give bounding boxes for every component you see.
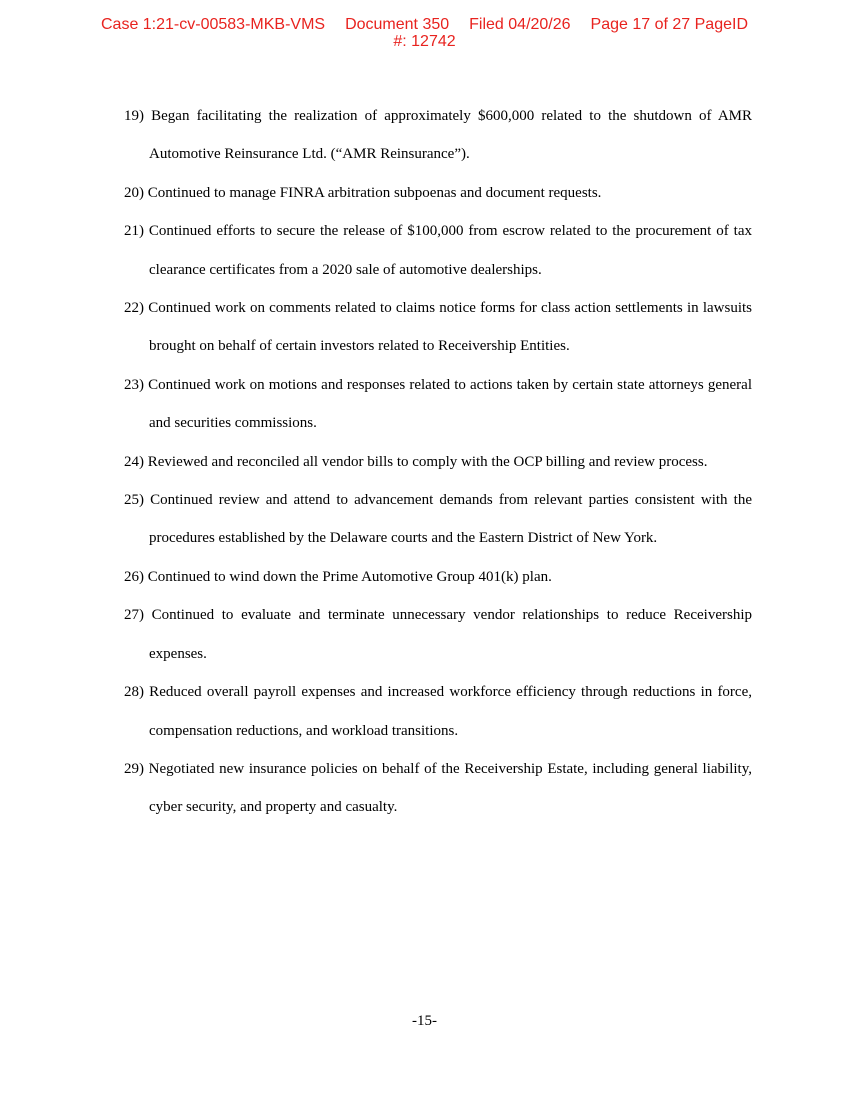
page-id: #: 12742 xyxy=(393,33,456,50)
list-item: 20) Continued to manage FINRA arbitration subpoenas and document requests. xyxy=(124,184,602,201)
list-item: 27) Continued to evaluate and terminate unnecessary vendor relationships to reduce Receivership expenses. xyxy=(124,607,752,662)
case-number: Case 1:21-cv-00583-MKB-VMS xyxy=(100,16,326,33)
list-item: 23) Continued work on motions and responses related to actions taken by certain state attorneys general and securities commissions. xyxy=(124,376,752,432)
list-item: 24) Reviewed and reconciled all vendor bills to comply with the OCP billing and review process. xyxy=(124,453,708,470)
numbered-list xyxy=(124,97,752,827)
list-item: 29) Negotiated new insurance policies on behalf of the Receivership Estate, including general liability, cyber security, and property and casualty. xyxy=(124,760,752,816)
header-line-1 xyxy=(0,16,849,33)
document-number: Document 350 xyxy=(345,16,450,33)
list-item: 25) Continued review and attend to advancement demands from relevant parties consistent with the procedures established by the Delaware courts and the Eastern District of New York. xyxy=(124,492,752,547)
list-item: 26) Continued to wind down the Prime Automotive Group 401(k) plan. xyxy=(124,568,552,585)
list-item: 22) Continued work on comments related to claims notice forms for class action settlements in lawsuits brought on behalf of certain investors related to Receivership Entities. xyxy=(124,300,752,355)
list-item: 21) Continued efforts to secure the release of $100,000 from escrow related to the procurement of tax clearance certificates from a 2020 sale of automotive dealerships. xyxy=(124,223,752,278)
header-line-2 xyxy=(0,33,849,50)
court-filing-header xyxy=(0,16,849,50)
list-item: 19) Began facilitating the realization of approximately $600,000 related to the shutdown of AMR Automotive Reinsurance Ltd. (“AMR Reinsurance”). xyxy=(124,108,752,163)
page-info: Page 17 of 27 PageID xyxy=(590,16,748,33)
page-number: -15- xyxy=(412,1013,437,1029)
filed-date: Filed 04/20/26 xyxy=(469,16,571,33)
list-item: 28) Reduced overall payroll expenses and increased workforce efficiency through reductions in force, compensation reductions, and workload transitions. xyxy=(124,684,752,739)
